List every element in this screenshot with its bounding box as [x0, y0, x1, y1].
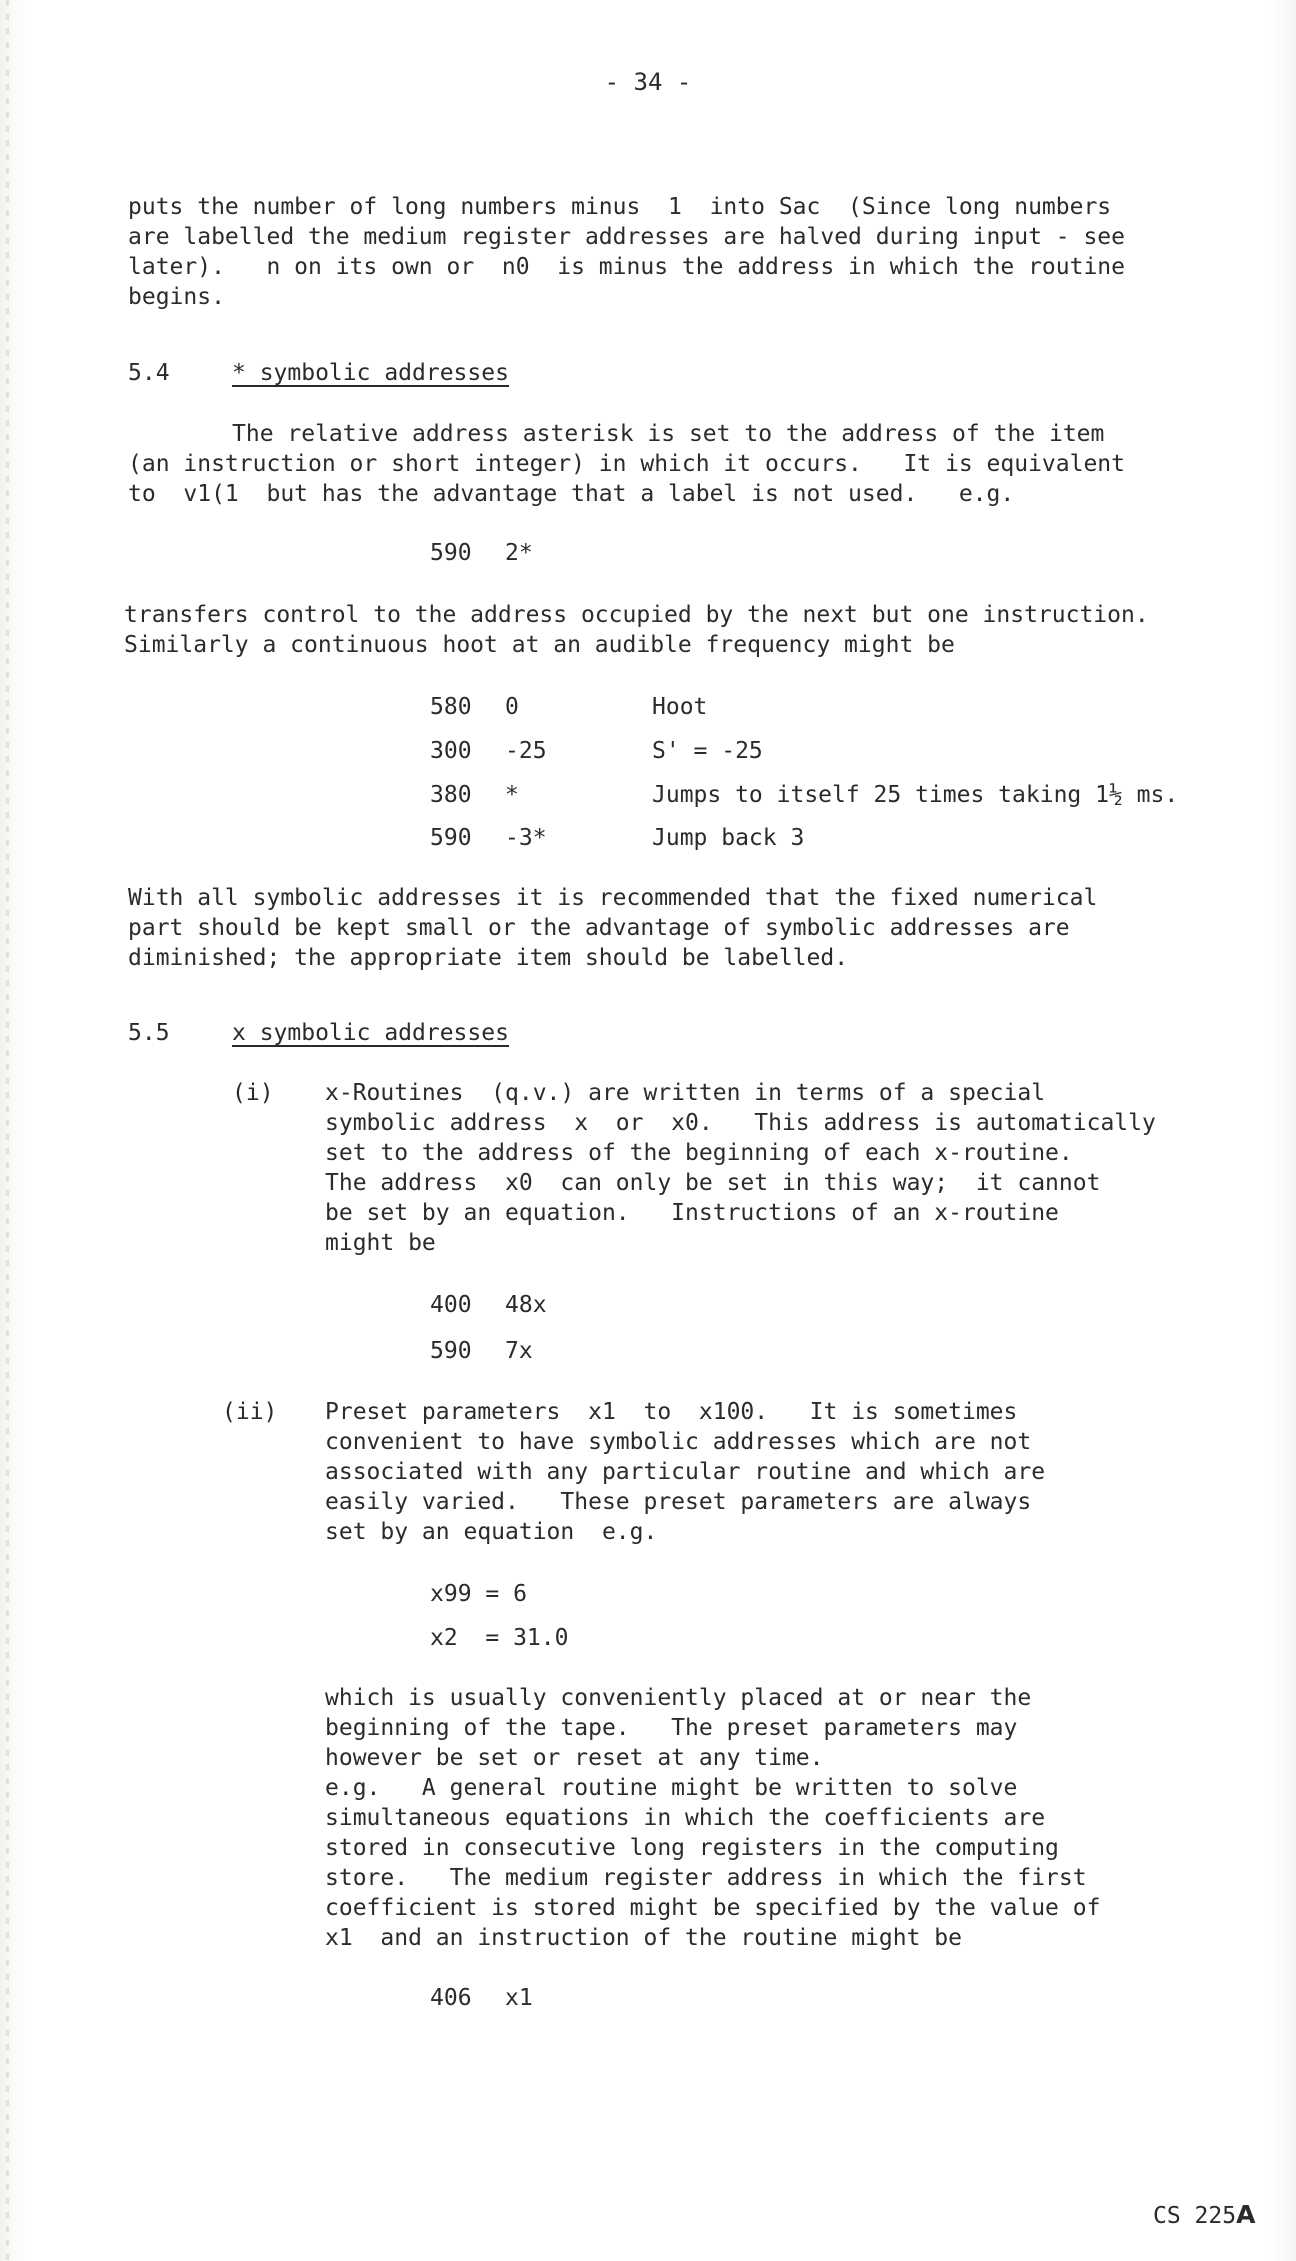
item-i-example-1-addr: 400	[430, 1292, 472, 1318]
hoot-row-4-comment: Jump back 3	[652, 825, 805, 851]
binding-holes	[6, 0, 9, 2261]
section-5-4-number: 5.4	[128, 360, 170, 386]
item-ii-text: Preset parameters x1 to x100. It is sometimes convenient to have symbolic addresses which are not associated with any particular routine and which are easily varied. These preset parameters are always set by an equation e.g.	[325, 1399, 1046, 1545]
section-5-5-title: x symbolic addresses	[232, 1020, 509, 1046]
footer-code-suffix: A	[1236, 2200, 1256, 2229]
section-5-4-paragraph-1	[128, 419, 1248, 509]
item-i-example-2-operand: 7x	[505, 1338, 533, 1364]
footer-code	[1153, 2200, 1255, 2231]
item-i-example-2-addr: 590	[430, 1338, 472, 1364]
item-i-example-1-operand: 48x	[505, 1292, 547, 1318]
footer-code-text: CS 225	[1153, 2203, 1237, 2229]
hoot-row-4-operand: -3*	[505, 825, 547, 851]
hoot-row-3-comment: Jumps to itself 25 times taking 1½ ms.	[652, 782, 1179, 808]
intro-paragraph: puts the number of long numbers minus 1 into Sac (Since long numbers are labelled the medium register addresses are halved during input - see later). n on its own or n0 is minus the address in which the routine begins.	[128, 194, 1125, 310]
equation-x2: x2 = 31.0	[430, 1625, 569, 1651]
hoot-row-1-addr: 580	[430, 694, 472, 720]
item-ii-text-2: which is usually conveniently placed at or near the beginning of the tape. The preset parameters may however be set or reset at any time. e.g. A general routine might be written to solve simultaneous equations in which the coefficients are stored in consecutive long registers in the computing store. The medium register address in which the first coefficient is stored might be specified by the value of x1 and an instruction of the routine might be	[325, 1685, 1101, 1951]
hoot-row-2-comment: S' = -25	[652, 738, 763, 764]
hoot-row-2-addr: 300	[430, 738, 472, 764]
final-example-addr: 406	[430, 1985, 472, 2011]
equation-x99: x99 = 6	[430, 1581, 527, 1607]
hoot-row-1-comment: Hoot	[652, 694, 708, 720]
hoot-row-2-operand: -25	[505, 738, 547, 764]
example-operand: 2*	[505, 540, 533, 566]
hoot-row-3-addr: 380	[430, 782, 472, 808]
hoot-row-4-addr: 590	[430, 825, 472, 851]
section-5-4-title: * symbolic addresses	[232, 360, 509, 386]
section-5-4-paragraph-3: With all symbolic addresses it is recommended that the fixed numerical part should be kept small or the advantage of symbolic addresses are diminished; the appropriate item should be labelled.	[128, 885, 1098, 971]
final-example-operand: x1	[505, 1985, 533, 2011]
item-i-marker: (i)	[232, 1080, 274, 1106]
page-number: - 34 -	[604, 68, 692, 96]
hoot-row-3-operand: *	[505, 782, 519, 808]
example-address: 590	[430, 540, 472, 566]
section-5-4-paragraph-2: transfers control to the address occupied by the next but one instruction. Similarly a continuous hoot at an audible frequency might be	[124, 602, 1149, 658]
section-5-4-paragraph-1-text: The relative address asterisk is set to the address of the item (an instruction or short integer) in which it occurs. It is equivalent to v1(1 but has the advantage that a label is not used. e.g.	[128, 421, 1125, 507]
section-5-5-number: 5.5	[128, 1020, 170, 1046]
item-i-text: x-Routines (q.v.) are written in terms of a special symbolic address x or x0. This address is automatically set to the address of the beginning of each x-routine. The address x0 can only be set in this way; it cannot be set by an equation. Instructions of an x-routine might be	[325, 1080, 1156, 1256]
hoot-row-1-operand: 0	[505, 694, 519, 720]
item-ii-marker: (ii)	[222, 1399, 278, 1425]
